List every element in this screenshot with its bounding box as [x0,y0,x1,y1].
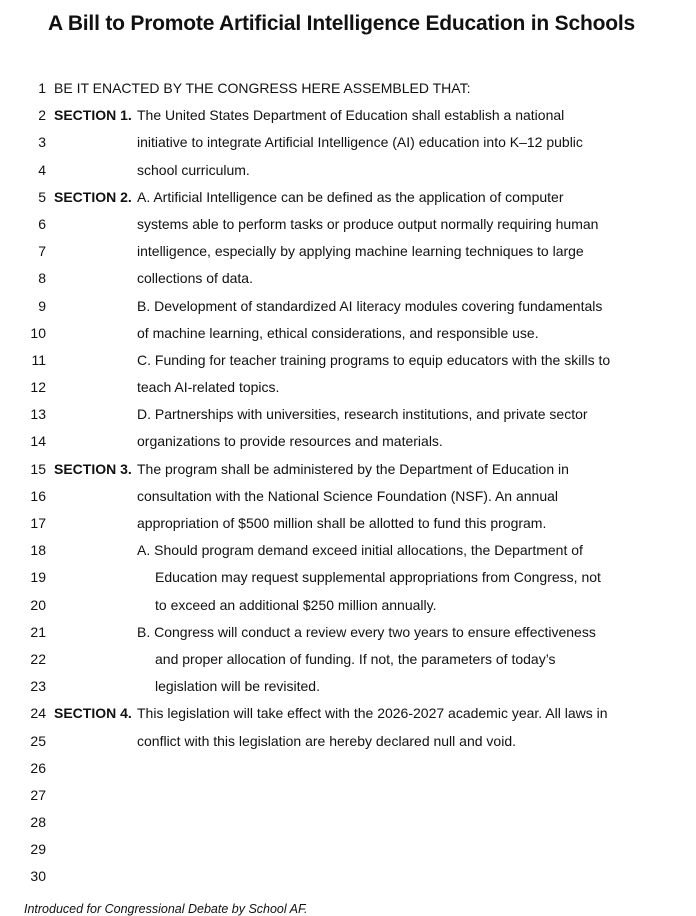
bill-line [0,265,696,292]
bill-line [0,129,696,156]
line-number: 12 [30,379,46,396]
bill-line [0,836,696,863]
line-number: 19 [30,569,46,586]
line-number: 25 [30,732,46,749]
section-label: SECTION 4. [54,705,132,722]
bill-line [0,592,696,619]
line-number: 17 [30,515,46,531]
bill-line [0,564,696,591]
line-number: 14 [30,433,46,450]
line-text: conflict with this legislation are hereby declared null and void. [137,732,516,749]
bill-line [0,700,696,727]
line-number: 13 [30,406,46,423]
line-number: 29 [30,841,46,858]
line-text: Education may request supplemental appropriations from Congress, not [155,569,601,586]
line-number: 24 [30,705,46,722]
bill-title: A Bill to Promote Artificial Intelligence Education in Schools [48,12,635,35]
bill-line [0,347,696,374]
line-number: 21 [30,623,46,640]
introduced-by-note: Introduced for Congressional Debate by School AF. [24,902,308,916]
bill-line [0,673,696,700]
section-label: SECTION 1. [54,107,132,124]
bill-line [0,755,696,782]
bill-line [0,428,696,455]
line-text: consultation with the National Science Foundation (NSF). An annual [137,487,559,504]
bill-line [0,619,696,646]
line-text: The United States Department of Education shall establish a national [137,107,565,124]
line-text: organizations to provide resources and materials. [137,433,443,450]
line-number: 9 [38,297,46,314]
bill-line [0,184,696,211]
bill-line [0,782,696,809]
bill-line [0,456,696,483]
line-text: appropriation of $500 million shall be allotted to fund this program. [137,515,547,531]
bill-line [0,238,696,265]
bill-line [0,401,696,428]
line-number: 27 [30,786,46,803]
bill-line [0,211,696,238]
bill-body [0,75,696,891]
line-number: 18 [30,542,46,559]
bill-line [0,374,696,401]
line-text: initiative to integrate Artificial Intelligence (AI) education into K–12 public [137,134,583,151]
section-label: SECTION 2. [54,188,132,205]
line-number: 28 [30,814,46,831]
line-text: legislation will be revisited. [155,678,320,695]
bill-line [0,646,696,673]
line-text: systems able to perform tasks or produce output normally requiring human [137,215,599,232]
line-number: 7 [38,243,46,260]
line-text: The program shall be administered by the Department of Education in [137,460,569,477]
bill-line [0,510,696,537]
section-label: SECTION 3. [54,460,132,477]
line-number: 5 [38,188,46,205]
line-text: and proper allocation of funding. If not, the parameters of today’s [155,650,556,667]
line-number: 11 [31,351,46,368]
line-text: A. Should program demand exceed initial allocations, the Department of [137,542,583,559]
line-number: 10 [30,324,46,341]
line-number: 6 [38,215,46,232]
bill-line [0,863,696,890]
bill-line [0,320,696,347]
line-number: 15 [30,460,46,477]
line-text: teach AI-related topics. [137,379,280,396]
line-number: 26 [30,759,46,776]
line-text: intelligence, especially by applying machine learning techniques to large [137,243,584,260]
bill-line [0,102,696,129]
line-text: D. Partnerships with universities, research institutions, and private sector [137,406,588,423]
bill-line [0,483,696,510]
line-text: C. Funding for teacher training programs to equip educators with the skills to [137,351,611,368]
line-text: collections of data. [137,270,253,287]
line-text: school curriculum. [137,161,250,178]
line-text: of machine learning, ethical considerations, and responsible use. [137,324,539,341]
line-number: 22 [30,650,46,667]
bill-line [0,293,696,320]
bill-line [0,728,696,755]
line-text: B. Congress will conduct a review every two years to ensure effectiveness [137,623,596,640]
bill-line [0,157,696,184]
line-text: This legislation will take effect with the 2026-2027 academic year. All laws in [137,705,608,722]
line-number: 2 [38,107,46,124]
line-text: B. Development of standardized AI literacy modules covering fundamentals [137,297,603,314]
bill-line [0,75,696,102]
line-number: 23 [30,678,46,695]
line-number: 3 [38,134,46,151]
line-number: 30 [30,868,46,885]
line-number: 1 [38,80,46,96]
line-text: A. Artificial Intelligence can be defined as the application of computer [137,188,564,205]
line-number: 8 [38,270,46,287]
line-text: BE IT ENACTED BY THE CONGRESS HERE ASSEMBLED THAT: [54,80,471,96]
line-number: 16 [30,487,46,504]
line-text: to exceed an additional $250 million annually. [155,596,437,613]
bill-line [0,537,696,564]
bill-line [0,809,696,836]
line-number: 20 [30,596,46,613]
line-number: 4 [38,161,46,178]
